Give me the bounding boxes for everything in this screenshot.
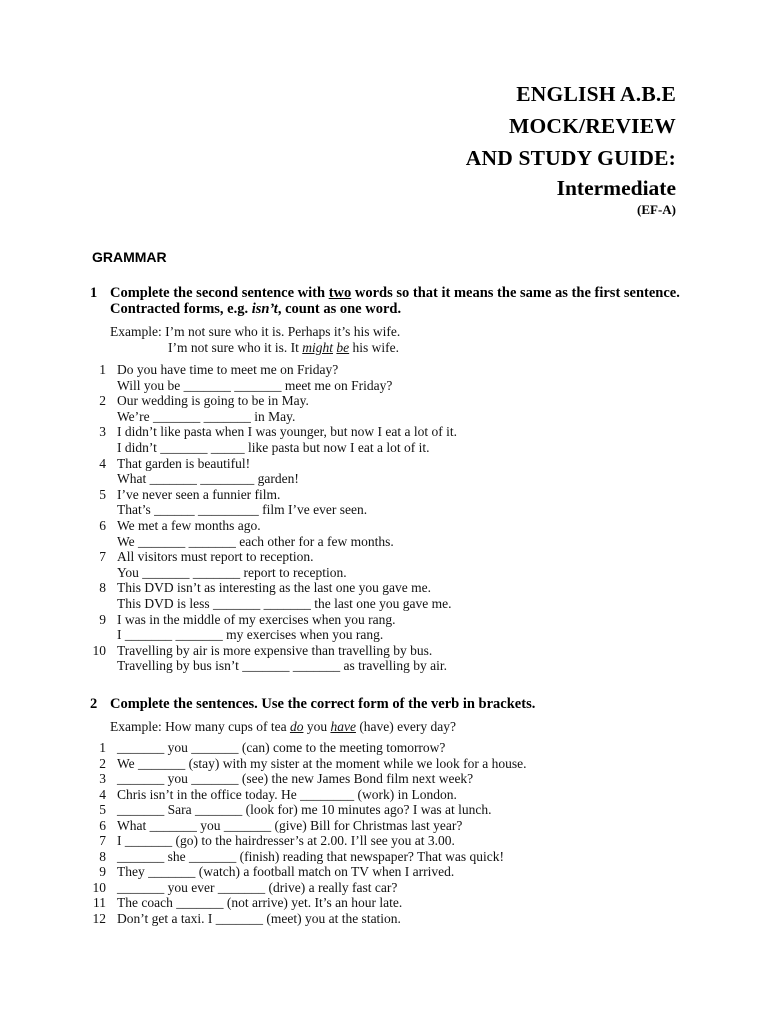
item-number: 9 <box>99 864 106 879</box>
item-number: 4 <box>99 786 106 802</box>
exercise-item <box>90 880 690 896</box>
exercise-item <box>90 643 690 674</box>
exercise-instruction: 1 Complete the second sentence with two words so that it means the same as the first sentence. Contracted forms, e.g. isn’t, count as one word. <box>90 285 680 317</box>
sentence-to-complete: Will you be _______ _______ meet me on Friday? <box>117 377 393 393</box>
sentence-to-complete: I didn’t _______ _____ like pasta but now I eat a lot of it. <box>117 439 430 455</box>
exercise-items <box>90 740 690 926</box>
exercise-item <box>90 756 690 772</box>
exercise-item <box>90 833 690 849</box>
item-sentences <box>117 549 690 580</box>
exercise-item <box>90 818 690 834</box>
sentence-to-complete: What _______ ________ garden! <box>117 471 299 487</box>
sentence-to-complete: _______ you _______ (can) come to the meeting tomorrow? <box>117 740 446 755</box>
original-sentence: This DVD isn’t as interesting as the last one you gave me. <box>117 580 431 596</box>
sentence-to-complete: Chris isn’t in the office today. He ________ (work) in London. <box>117 786 457 802</box>
sentence-to-complete: What _______ you _______ (give) Bill for Christmas last year? <box>117 817 463 833</box>
exercise-item <box>90 787 690 803</box>
item-number: 1 <box>99 740 106 755</box>
sentence-to-complete: That’s ______ _________ film I’ve ever seen. <box>117 502 368 518</box>
exercise-item <box>90 549 690 580</box>
title-line-1: ENGLISH A.B.E <box>516 82 676 106</box>
item-number: 9 <box>99 611 106 627</box>
item-number: 7 <box>99 833 106 848</box>
item-number: 6 <box>99 817 106 833</box>
original-sentence: Do you have time to meet me on Friday? <box>117 362 339 377</box>
sentence-to-complete: We _______ (stay) with my sister at the moment while we look for a house. <box>117 755 527 771</box>
exercise-item <box>90 864 690 880</box>
item-number: 7 <box>99 549 106 565</box>
sentence-to-complete: You _______ _______ report to reception. <box>117 564 347 580</box>
exercise-1 <box>90 285 690 674</box>
exercise-items <box>90 362 690 674</box>
exercise-item <box>90 612 690 643</box>
item-number: 5 <box>99 486 106 502</box>
item-number: 4 <box>99 455 106 471</box>
item-number: 2 <box>99 393 106 409</box>
exercise-item <box>90 580 690 611</box>
original-sentence: I didn’t like pasta when I was younger, but now I eat a lot of it. <box>117 424 458 440</box>
sentence-to-complete: Don’t get a taxi. I _______ (meet) you at the station. <box>117 910 401 926</box>
sentence-to-complete: _______ she _______ (finish) reading that newspaper? That was quick! <box>117 848 505 864</box>
example: Example: How many cups of tea do you have (have) every day? <box>110 719 457 734</box>
item-sentences <box>117 456 690 487</box>
item-sentences <box>117 643 690 674</box>
item-sentences <box>117 580 690 611</box>
item-number: 10 <box>92 642 106 658</box>
item-sentences <box>117 362 690 393</box>
item-number: 11 <box>93 895 106 910</box>
level-label: Intermediate <box>556 176 676 200</box>
sentence-to-complete: I _______ _______ my exercises when you rang. <box>117 627 384 643</box>
sentence-to-complete: The coach _______ (not arrive) yet. It’s an hour late. <box>117 895 403 910</box>
item-number: 3 <box>99 424 106 440</box>
sentence-to-complete: _______ Sara _______ (look for) me 10 minutes ago? I was at lunch. <box>117 802 492 817</box>
sentence-to-complete: They _______ (watch) a football match on TV when I arrived. <box>117 864 455 879</box>
sentence-to-complete: Travelling by bus isn’t _______ _______ as travelling by air. <box>117 658 447 674</box>
item-number: 10 <box>92 879 106 895</box>
exercise-2 <box>90 696 690 926</box>
exercise-item <box>90 424 690 455</box>
sentence-to-complete: We’re _______ _______ in May. <box>117 408 296 424</box>
sentence-to-complete: _______ you ever _______ (drive) a really fast car? <box>117 879 398 895</box>
sentence-to-complete: _______ you _______ (see) the new James Bond film next week? <box>117 771 474 786</box>
item-number: 8 <box>99 848 106 864</box>
sentence-to-complete: We _______ _______ each other for a few months. <box>117 533 394 549</box>
document-code: (EF-A) <box>637 202 676 217</box>
title-line-2: MOCK/REVIEW <box>508 114 676 138</box>
original-sentence: Travelling by air is more expensive than travelling by bus. <box>117 642 433 658</box>
item-number: 2 <box>99 755 106 771</box>
original-sentence: That garden is beautiful! <box>117 455 251 471</box>
exercise-item <box>90 740 690 756</box>
exercise-item <box>90 518 690 549</box>
item-number: 5 <box>99 802 106 817</box>
item-sentences <box>117 518 690 549</box>
exercise-item <box>90 393 690 424</box>
original-sentence: Our wedding is going to be in May. <box>117 393 309 409</box>
exercise-item <box>90 771 690 787</box>
item-sentences <box>117 424 690 455</box>
exercise-number: 2 <box>90 696 98 712</box>
item-sentences <box>117 487 690 518</box>
item-sentences <box>117 612 690 643</box>
exercise-item <box>90 911 690 927</box>
item-number: 3 <box>99 771 106 786</box>
title-line-3: AND STUDY GUIDE: <box>465 146 676 170</box>
item-number: 8 <box>99 580 106 596</box>
item-number: 12 <box>92 910 106 926</box>
section-heading: GRAMMAR <box>92 249 167 265</box>
document-title-block <box>466 78 676 218</box>
original-sentence: I was in the middle of my exercises when you rang. <box>117 611 396 627</box>
item-sentences <box>117 393 690 424</box>
exercise-item <box>90 849 690 865</box>
exercise-item <box>90 487 690 518</box>
item-number: 6 <box>99 517 106 533</box>
sentence-to-complete: This DVD is less _______ _______ the last one you gave me. <box>117 595 452 611</box>
exercise-item <box>90 456 690 487</box>
original-sentence: All visitors must report to reception. <box>117 549 314 565</box>
example: Example: I’m not sure who it is. Perhaps it’s his wife. I’m not sure who it is. It might be his wife. <box>110 324 401 355</box>
sentence-to-complete: I _______ (go) to the hairdresser’s at 2.00. I’ll see you at 3.00. <box>117 833 455 848</box>
item-number: 1 <box>99 362 106 377</box>
exercise-number: 1 <box>90 285 98 301</box>
original-sentence: We met a few months ago. <box>117 517 261 533</box>
original-sentence: I’ve never seen a funnier film. <box>117 486 281 502</box>
exercise-instruction: 2 Complete the sentences. Use the correct form of the verb in brackets. <box>90 696 536 712</box>
exercise-item <box>90 802 690 818</box>
exercise-item <box>90 895 690 911</box>
exercise-item <box>90 362 690 393</box>
